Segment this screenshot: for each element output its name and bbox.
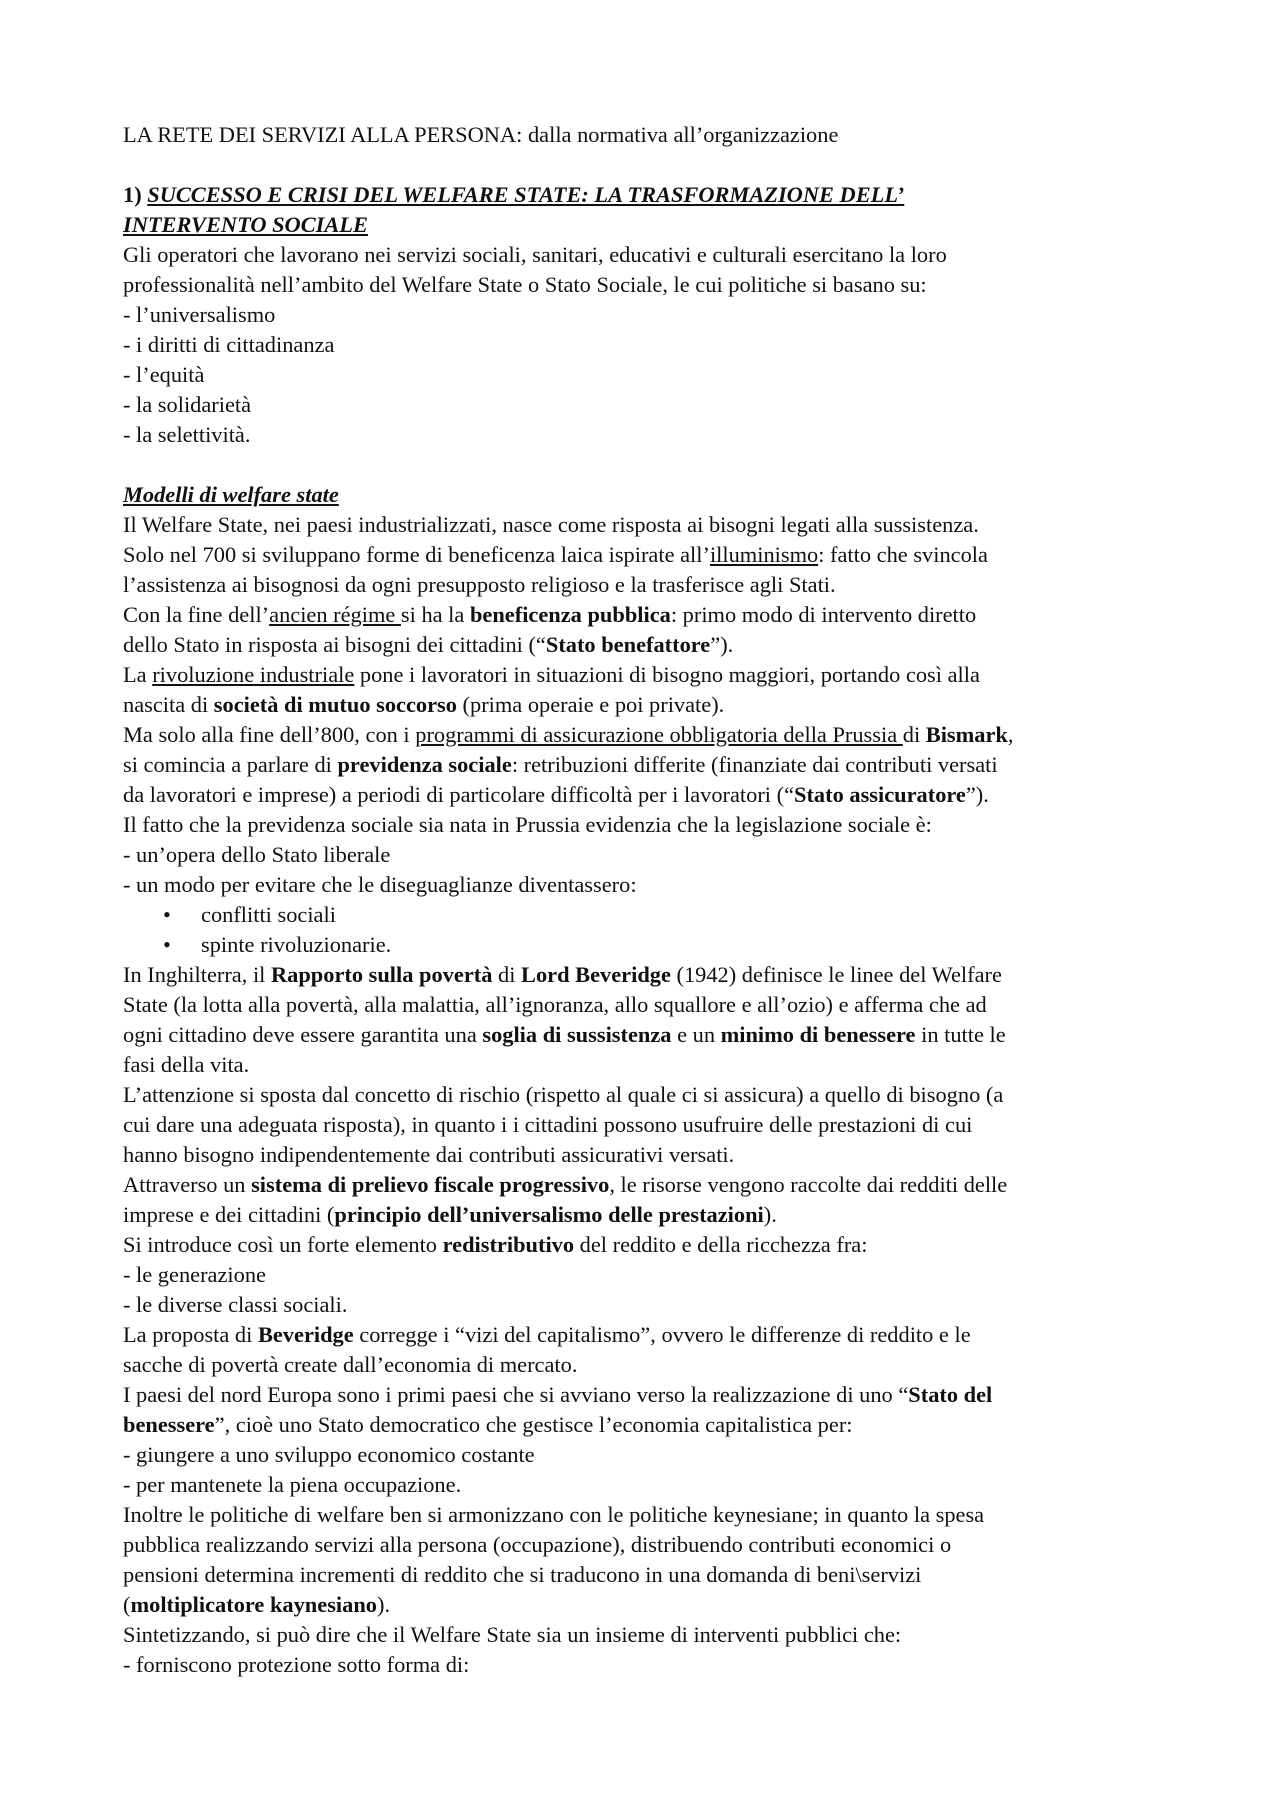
- text-run: e un: [671, 1022, 721, 1047]
- text-run: : retribuzioni differite (finanziate dai contributi versati: [511, 752, 998, 777]
- paragraph-line: [123, 1200, 1180, 1230]
- paragraph-line: [123, 750, 1180, 780]
- text-run: In Inghilterra, il: [123, 962, 271, 987]
- list-item: - l’universalismo: [123, 302, 276, 327]
- bold-term: Beveridge: [257, 1322, 354, 1347]
- bold-term: beneficenza pubblica: [469, 602, 671, 627]
- underlined-term: programmi di assicurazione obbligatoria della Prussia: [415, 722, 903, 747]
- text-run: (1942) definisce le linee del Welfare: [670, 962, 1002, 987]
- text-run: (: [123, 1592, 131, 1617]
- text-run: : fatto che svincola: [818, 542, 988, 567]
- bold-term: Stato assicuratore: [794, 782, 966, 807]
- paragraph-line: State (la lotta alla povertà, alla malattia, all’ignoranza, allo squallore e all’ozio) e afferma che ad: [123, 992, 987, 1017]
- text-run: di: [492, 962, 522, 987]
- section-heading: [123, 180, 1180, 210]
- bold-term: soglia di sussistenza: [482, 1022, 672, 1047]
- text-run: da lavoratori e imprese) a periodi di particolare difficoltà per i lavoratori (“: [123, 782, 795, 807]
- bullet-text: spinte rivoluzionarie.: [201, 932, 392, 957]
- paragraph-line: hanno bisogno indipendentemente dai contributi assicurativi versati.: [123, 1142, 735, 1167]
- section-number: 1): [123, 182, 148, 207]
- bold-term: Rapporto sulla povertà: [270, 962, 493, 987]
- paragraph-line: Gli operatori che lavorano nei servizi sociali, sanitari, educativi e culturali esercitano la loro: [123, 242, 947, 267]
- bullet-text: conflitti sociali: [201, 902, 336, 927]
- document-body: [123, 120, 1180, 1680]
- text-run: ).: [376, 1592, 391, 1617]
- list-item: - forniscono protezione sotto forma di:: [123, 1652, 470, 1677]
- text-run: pone i lavoratori in situazioni di bisogno maggiori, portando così alla: [354, 662, 980, 687]
- text-run: La proposta di: [123, 1322, 258, 1347]
- spacer: [123, 450, 1180, 480]
- list-item: - la solidarietà: [123, 392, 252, 417]
- bold-term: Stato del: [908, 1382, 993, 1407]
- paragraph-line: [123, 960, 1180, 990]
- paragraph-line: [123, 780, 1180, 810]
- bullet-icon: •: [163, 902, 171, 927]
- paragraph-line: [123, 630, 1180, 660]
- text-run: ,: [1007, 722, 1014, 747]
- paragraph-line: [123, 1170, 1180, 1200]
- bullet-item: [123, 930, 1180, 960]
- paragraph-line: L’attenzione si sposta dal concetto di rischio (rispetto al quale ci si assicura) a quello di bisogno (a: [123, 1082, 1004, 1107]
- text-run: ”).: [710, 632, 734, 657]
- text-run: Attraverso un: [123, 1172, 252, 1197]
- text-run: Si introduce così un forte elemento: [123, 1232, 443, 1257]
- underlined-term: rivoluzione industriale: [152, 662, 355, 687]
- bullet-item: [123, 900, 1180, 930]
- text-run: di: [902, 722, 926, 747]
- bold-term: società di mutuo soccorso: [213, 692, 457, 717]
- text-run: I paesi del nord Europa sono i primi paesi che si avviano verso la realizzazione di uno “: [123, 1382, 909, 1407]
- text-run: Ma solo alla fine dell’800, con i: [123, 722, 416, 747]
- spacer: [123, 150, 1180, 180]
- list-item: - giungere a uno sviluppo economico costante: [123, 1442, 535, 1467]
- paragraph-line: [123, 660, 1180, 690]
- list-item: - per mantenete la piena occupazione.: [123, 1472, 462, 1497]
- text-run: ).: [763, 1202, 777, 1227]
- text-run: Solo nel 700 si sviluppano forme di beneficenza laica ispirate all’: [123, 542, 710, 567]
- text-run: nascita di: [123, 692, 214, 717]
- paragraph-line: Sintetizzando, si può dire che il Welfare State sia un insieme di interventi pubblici che:: [123, 1622, 902, 1647]
- list-item: - un modo per evitare che le diseguaglianze diventassero:: [123, 872, 637, 897]
- text-run: dello Stato in risposta ai bisogni dei cittadini (“: [123, 632, 546, 657]
- text-run: ”).: [965, 782, 989, 807]
- underlined-term: ancien régime: [269, 602, 401, 627]
- subsection-heading: [123, 480, 1180, 510]
- bold-term: benessere: [123, 1412, 215, 1437]
- paragraph-line: [123, 720, 1180, 750]
- paragraph-line: l’assistenza ai bisognosi da ogni presupposto religioso e la trasferisce agli Stati.: [123, 572, 836, 597]
- paragraph-line: [123, 1590, 1180, 1620]
- text-run: : primo modo di intervento diretto: [670, 602, 977, 627]
- paragraph-line: [123, 690, 1180, 720]
- text-run: La: [123, 662, 153, 687]
- document-title: LA RETE DEI SERVIZI ALLA PERSONA: dalla normativa all’organizzazione: [123, 122, 839, 147]
- paragraph-line: [123, 1230, 1180, 1260]
- bold-term: previdenza sociale: [337, 752, 512, 777]
- paragraph-line: [123, 600, 1180, 630]
- section-heading-cont: [123, 210, 1180, 240]
- text-run: Con la fine dell’: [123, 602, 270, 627]
- paragraph-line: pubblica realizzando servizi alla persona (occupazione), distribuendo contributi economici o: [123, 1532, 952, 1557]
- bold-term: Stato benefattore: [545, 632, 711, 657]
- text-run: in tutte le: [915, 1022, 1006, 1047]
- paragraph-line: Il Welfare State, nei paesi industrializzati, nasce come risposta ai bisogni legati alla sussistenza.: [123, 512, 979, 537]
- text-run: imprese e dei cittadini (: [123, 1202, 335, 1227]
- paragraph-line: [123, 540, 1180, 570]
- paragraph-line: sacche di povertà create dall’economia di mercato.: [123, 1352, 578, 1377]
- bold-term: moltiplicatore kaynesiano: [130, 1592, 377, 1617]
- paragraph-line: [123, 1020, 1180, 1050]
- bold-term: Lord Beveridge: [521, 962, 671, 987]
- bold-term: principio dell’universalismo delle prestazioni: [334, 1202, 764, 1227]
- paragraph-line: pensioni determina incrementi di reddito che si traducono in una domanda di beni\servizi: [123, 1562, 922, 1587]
- bold-term: minimo di benessere: [720, 1022, 916, 1047]
- bold-term: Bismark: [925, 722, 1008, 747]
- text-run: , le risorse vengono raccolte dai redditi delle: [609, 1172, 1008, 1197]
- text-run: ogni cittadino deve essere garantita una: [123, 1022, 483, 1047]
- paragraph-line: cui dare una adeguata risposta), in quanto i i cittadini possono usufruire delle prestazioni di cui: [123, 1112, 973, 1137]
- text-run: ”, cioè uno Stato democratico che gestisce l’economia capitalistica per:: [214, 1412, 853, 1437]
- list-item: - le diverse classi sociali.: [123, 1292, 348, 1317]
- text-run: del reddito e della ricchezza fra:: [574, 1232, 868, 1257]
- paragraph-line: Il fatto che la previdenza sociale sia nata in Prussia evidenzia che la legislazione sociale è:: [123, 812, 932, 837]
- paragraph-line: [123, 1380, 1180, 1410]
- bold-term: sistema di prelievo fiscale progressivo: [251, 1172, 610, 1197]
- paragraph-line: Inoltre le politiche di welfare ben si armonizzano con le politiche keynesiane; in quanto la spesa: [123, 1502, 985, 1527]
- text-run: corregge i “vizi del capitalismo”, ovvero le differenze di reddito e le: [353, 1322, 971, 1347]
- list-item: - i diritti di cittadinanza: [123, 332, 335, 357]
- paragraph-line: fasi della vita.: [123, 1052, 250, 1077]
- section-heading-line1: SUCCESSO E CRISI DEL WELFARE STATE: LA TRASFORMAZIONE DELL’: [147, 182, 905, 207]
- text-run: si ha la: [400, 602, 470, 627]
- text-run: si comincia a parlare di: [123, 752, 338, 777]
- list-item: - la selettività.: [123, 422, 251, 447]
- section-heading-line2: INTERVENTO SOCIALE: [123, 212, 368, 237]
- paragraph-line: professionalità nell’ambito del Welfare State o Stato Sociale, le cui politiche si basano su:: [123, 272, 927, 297]
- bold-term: redistributivo: [442, 1232, 575, 1257]
- list-item: - l’equità: [123, 362, 205, 387]
- bullet-icon: •: [163, 932, 171, 957]
- subsection-heading-text: Modelli di welfare state: [123, 482, 339, 507]
- underlined-term: illuminismo: [709, 542, 819, 567]
- list-item: - un’opera dello Stato liberale: [123, 842, 391, 867]
- list-item: - le generazione: [123, 1262, 266, 1287]
- text-run: (prima operaie e poi private).: [456, 692, 725, 717]
- paragraph-line: [123, 1410, 1180, 1440]
- paragraph-line: [123, 1320, 1180, 1350]
